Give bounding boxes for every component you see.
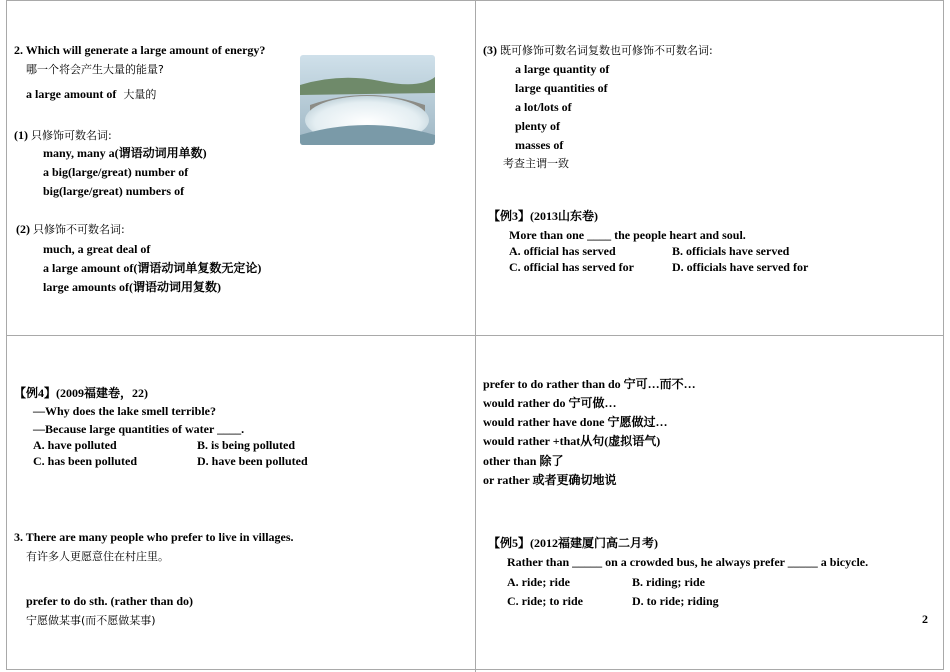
phrase-line: prefer to do rather than do 宁可…而不… <box>483 377 696 391</box>
countable-item: big(large/great) numbers of <box>43 184 185 198</box>
both-item: a large quantity of <box>515 62 610 76</box>
horizontal-divider <box>6 335 944 336</box>
phrase-line: would rather have done 宁愿做过… <box>483 415 668 429</box>
phrase-line: would rather do 宁可做… <box>483 396 617 410</box>
example-3-question: More than one ____ the people heart and soul. <box>509 228 746 242</box>
example-4-tag: 【例4】(2009福建卷，22) <box>14 386 148 400</box>
both-item: a lot/lots of <box>515 100 572 114</box>
option-b: B. is being polluted <box>197 438 296 452</box>
option-d: D. to ride; riding <box>632 594 719 608</box>
dialogue-line-2: —Because large quantities of water ____. <box>33 422 245 436</box>
option-b: B. riding; ride <box>632 575 706 589</box>
prefer-phrase-chinese: 宁愿做某事(而不愿做某事) <box>26 614 156 627</box>
dialogue-line-1: —Why does the lake smell terrible? <box>33 404 216 418</box>
countable-item: a big(large/great) number of <box>43 165 189 179</box>
section-2-label: 只修饰不可数名词: <box>33 223 125 236</box>
both-item: large quantities of <box>515 81 608 95</box>
phrase-a-large-amount <box>26 87 156 101</box>
section-2-number: (2) <box>16 222 30 236</box>
phrase-line: or rather 或者更确切地说 <box>483 473 617 487</box>
section-1-header <box>14 128 112 142</box>
q3-title: 3. There are many people who prefer to live in villages. <box>14 530 294 544</box>
example-3-tag: 【例3】(2013山东卷) <box>488 209 598 223</box>
option-a: A. have polluted <box>33 438 117 452</box>
dam-photo <box>300 55 435 145</box>
phrase-chinese: 大量的 <box>123 88 157 101</box>
option-d: D. have been polluted <box>197 454 308 468</box>
phrase-line: would rather +that从句(虚拟语气) <box>483 434 661 448</box>
option-a: A. official has served <box>509 244 616 258</box>
q3-chinese: 有许多人更愿意住在村庄里。 <box>26 550 169 563</box>
page-number: 2 <box>922 612 928 626</box>
option-d: D. officials have served for <box>672 260 809 274</box>
q2-chinese: 哪一个将会产生大量的能量? <box>26 63 164 76</box>
section-1-label: 只修饰可数名词: <box>31 129 112 142</box>
uncountable-item: a large amount of(谓语动词单复数无定论) <box>43 261 262 275</box>
option-b: B. officials have served <box>672 244 790 258</box>
section-3-number: (3) <box>483 43 497 57</box>
phrase-line: other than 除了 <box>483 454 564 468</box>
q2-title: 2. Which will generate a large amount of energy? <box>14 43 266 57</box>
option-c: C. official has served for <box>509 260 634 274</box>
prefer-phrase: prefer to do sth. (rather than do) <box>26 594 193 608</box>
uncountable-item: large amounts of(谓语动词用复数) <box>43 280 221 294</box>
both-item: masses of <box>515 138 564 152</box>
dam-spillway-image <box>300 55 435 145</box>
section-3-header <box>483 43 713 57</box>
vertical-divider <box>475 0 476 672</box>
both-item: plenty of <box>515 119 560 133</box>
subject-verb-note: 考查主谓一致 <box>503 157 569 170</box>
countable-item: many, many a(谓语动词用单数) <box>43 146 207 160</box>
example-5-tag: 【例5】(2012福建厦门高二月考) <box>488 536 658 550</box>
uncountable-item: much, a great deal of <box>43 242 151 256</box>
section-2-header <box>16 222 125 236</box>
section-1-number: (1) <box>14 128 28 142</box>
option-c: C. ride; to ride <box>507 594 583 608</box>
option-a: A. ride; ride <box>507 575 570 589</box>
option-c: C. has been polluted <box>33 454 138 468</box>
section-3-label: 既可修饰可数名词复数也可修饰不可数名词: <box>500 44 713 57</box>
example-5-question: Rather than _____ on a crowded bus, he always prefer _____ a bicycle. <box>507 555 869 569</box>
phrase-text: a large amount of <box>26 87 117 101</box>
